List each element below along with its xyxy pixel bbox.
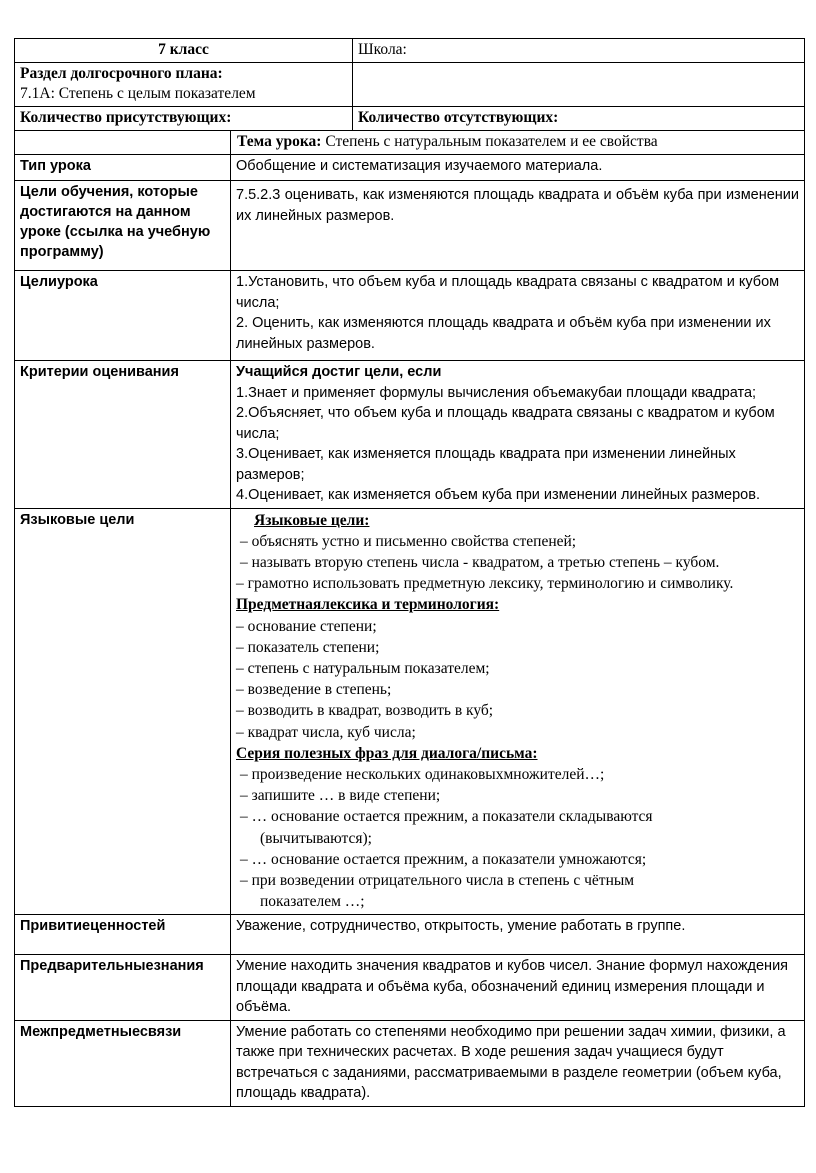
present-label: Количество присутствующих: (20, 109, 232, 126)
vocab-item-1: ‒ основание степени; (236, 617, 377, 635)
language-goals-cell (231, 508, 805, 915)
prior-knowledge-row (15, 955, 805, 1021)
topic-row (15, 131, 805, 155)
lesson-plan-table (14, 38, 805, 1107)
language-goal-1: ‒ объяснять устно и письменно свойства степеней; (240, 532, 577, 550)
vocab-item-3: ‒ степень с натуральным показателем; (236, 659, 490, 677)
absent-label: Количество отсутствующих: (358, 109, 559, 126)
learning-objectives-label: Цели обучения, которые достигаются на данном уроке (ссылка на учебную программу) (15, 181, 231, 271)
vocab-item-2: ‒ показатель степени; (236, 638, 380, 656)
values-row (15, 915, 805, 955)
header-row-grade (15, 39, 805, 63)
phrases-heading: Серия полезных фраз для диалога/письма: (236, 744, 538, 762)
values-value: Уважение, сотрудничество, открытость, умение работать в группе. (231, 915, 805, 955)
criteria-item-4: 4.Оценивает, как изменяется объем куба при изменении линейных размеров. (236, 487, 760, 503)
interdisciplinary-row (15, 1020, 805, 1106)
present-cell (15, 107, 353, 131)
lesson-type-value: Обобщение и систематизация изучаемого материала. (231, 155, 805, 181)
language-goals-row (15, 508, 805, 915)
topic-label: Тема урока: (237, 133, 322, 150)
phrase-5-continuation: показателем …; (260, 893, 365, 911)
criteria-item-1: 1.Знает и применяет формулы вычисления объемакубаи площади квадрата; (236, 384, 757, 401)
phrase-3: ‒ … основание остается прежним, а показатели складываются (240, 808, 653, 826)
language-goals-label: Языковые цели (15, 508, 231, 915)
criteria-cell (231, 361, 805, 509)
language-goal-3: ‒ грамотно использовать предметную лексику, терминологию и символику. (236, 575, 734, 593)
criteria-item-2: 2.Объясняет, что объем куба и площадь квадрата связаны с квадратом и кубом числа; (236, 405, 775, 442)
header-row-section (15, 63, 805, 107)
lesson-goal-2: 2. Оценить, как изменяются площадь квадрата и объём куба при изменении их линейных размеров. (236, 315, 771, 352)
school-cell (353, 39, 805, 63)
section-value: 7.1А: Степень с целым показателем (20, 85, 256, 102)
language-goal-2: ‒ называть вторую степень числа - квадратом, а третью степень – кубом. (240, 553, 720, 571)
phrase-1: ‒ произведение нескольких одинаковыхмножителей…; (240, 765, 605, 783)
learning-objectives-row (15, 181, 805, 271)
section-empty-cell (353, 63, 805, 107)
phrase-3-continuation: (вычитываются); (260, 829, 372, 847)
phrase-5: ‒ при возведении отрицательного числа в степень с чётным (240, 871, 635, 889)
lesson-plan-page (14, 38, 804, 1107)
lesson-goals-cell (231, 271, 805, 361)
learning-objectives-value: 7.5.2.3 оценивать, как изменяются площадь квадрата и объём куба при изменении их линейных размеров. (231, 181, 805, 271)
prior-knowledge-label: Предварительныезнания (15, 955, 231, 1021)
section-cell (15, 63, 353, 107)
prior-knowledge-value: Умение находить значения квадратов и кубов чисел. Знание формул нахождения площади квадрата и объёма куба, обозначений единиц измерения площади и объёма. (231, 955, 805, 1021)
criteria-item-3: 3.Оценивает, как изменяется площадь квадрата при изменении линейных размеров; (236, 446, 736, 483)
header-row-attendance (15, 107, 805, 131)
lesson-type-row (15, 155, 805, 181)
criteria-label: Критерии оценивания (15, 361, 231, 509)
criteria-heading: Учащийся достиг цели, если (236, 364, 442, 380)
vocab-item-5: ‒ возводить в квадрат, возводить в куб; (236, 702, 494, 720)
lesson-type-label: Тип урока (15, 155, 231, 181)
interdisciplinary-label: Межпредметныесвязи (15, 1020, 231, 1106)
values-label: Привитиеценностей (15, 915, 231, 955)
topic-value: Степень с натуральным показателем и ее свойства (321, 133, 658, 150)
interdisciplinary-value: Умение работать со степенями необходимо при решении задач химии, физики, а также при технических расчетах. В ходе решения задач учащиеся будут встречаться с заданиями, рассматриваемыми в разделе геометрии (объем куба, площадь квадрата). (231, 1020, 805, 1106)
section-label: Раздел долгосрочного плана: (20, 65, 223, 82)
phrase-4: ‒ … основание остается прежним, а показатели умножаются; (240, 850, 647, 868)
lesson-goal-1: 1.Установить, что объем куба и площадь квадрата связаны с квадратом и кубом числа; (236, 274, 780, 311)
topic-cell (231, 131, 805, 155)
lesson-goals-row (15, 271, 805, 361)
vocab-item-4: ‒ возведение в степень; (236, 681, 392, 699)
school-label: Школа: (358, 41, 407, 58)
vocab-heading: Предметнаялексика и терминология: (236, 596, 500, 614)
topic-empty-cell (15, 131, 231, 155)
language-goals-heading: Языковые цели: (254, 511, 370, 529)
lesson-goals-label: Целиурока (15, 271, 231, 361)
criteria-row (15, 361, 805, 509)
phrase-2: ‒ запишите … в виде степени; (240, 787, 441, 805)
grade-cell (15, 39, 353, 63)
absent-cell (353, 107, 805, 131)
grade: 7 класс (158, 41, 209, 58)
vocab-item-6: ‒ квадрат числа, куб числа; (236, 723, 416, 741)
